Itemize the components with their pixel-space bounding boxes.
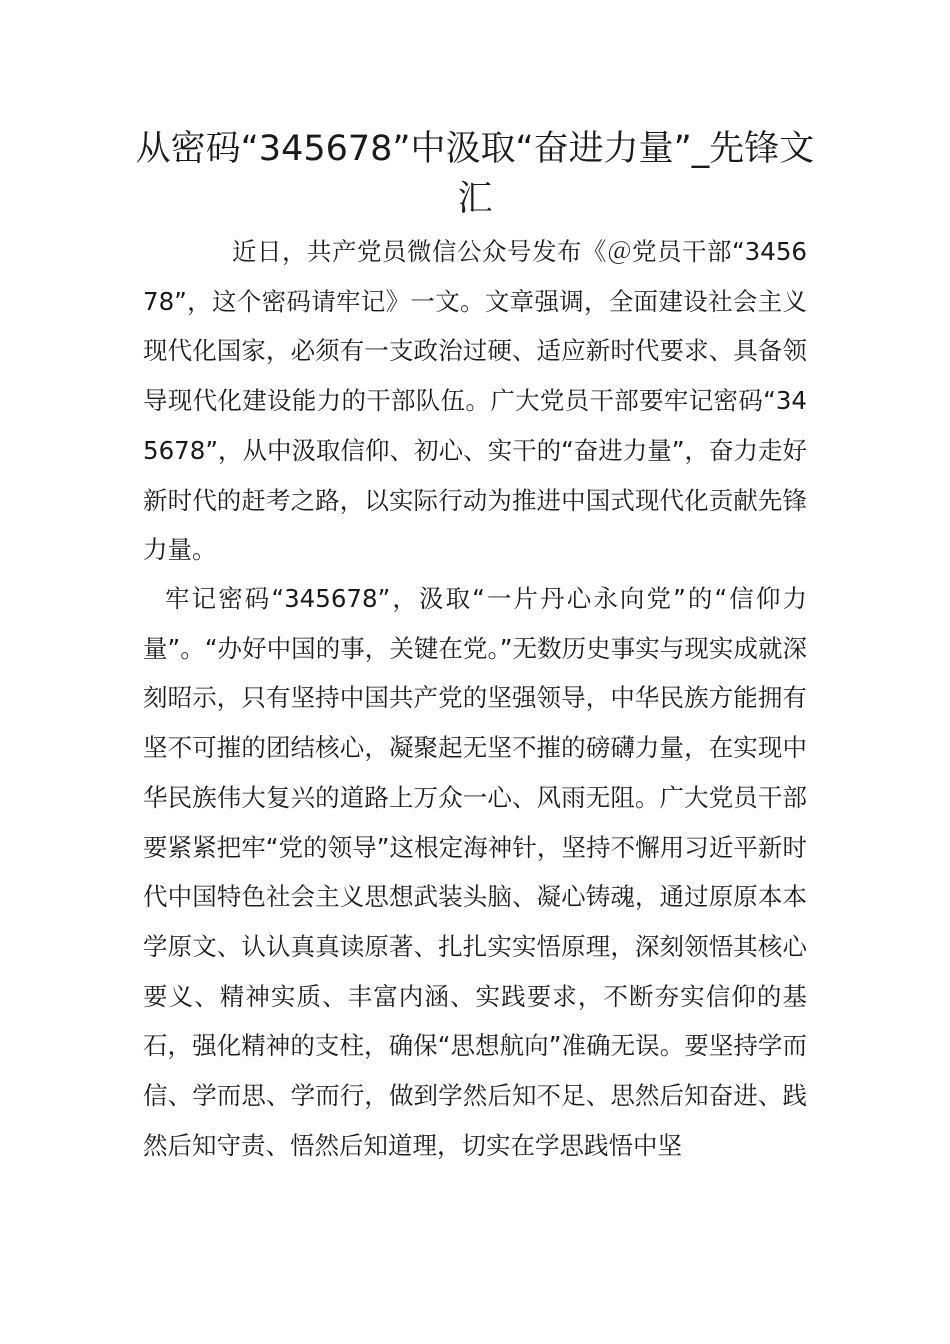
document-title: 从密码“345678”中汲取“奋进力量”_先锋文汇	[135, 129, 815, 219]
paragraph-intro: 近日，共产党员微信公众号发布《＠党员干部“345678”，这个密码请牢记》一文。文章强调，全面建设社会主义现代化国家，必须有一支政治过硬、适应新时代要求、具备领导现代化建设能力的干部队伍。广大党员干部要牢记密码“345678”，从中汲取信仰、初心、实干的“奋进力量”，奋力走好新时代的赶考之路，以实际行动为推进中国式现代化贡献先锋力量。	[143, 237, 807, 565]
paragraph-faith-power: 牢记密码“345678”，汲取“一片丹心永向党”的“信仰力量”。“办好中国的事，关键在党。”无数历史事实与现实成就深刻昭示，只有坚持中国共产党的坚强领导，中华民族方能拥有坚不可摧的团结核心，凝聚起无坚不摧的磅礴力量，在实现中华民族伟大复兴的道路上万众一心、风雨无阻。广大党员干部要紧紧把牢“党的领导”这根定海神针，坚持不懈用习近平新时代中国特色社会主义思想武装头脑、凝心铸魂，通过原原本本学原文、认认真真读原著、扎扎实实悟原理，深刻领悟其核心要义、精神实质、丰富内涵、实践要求，不断夯实信仰的基石，强化精神的支柱，确保“思想航向”准确无误。要坚持学而信、学而思、学而行，做到学然后知不足、思然后知奋进、践然后知守责、悟然后知道理，切实在学思践悟中坚	[143, 584, 807, 1160]
